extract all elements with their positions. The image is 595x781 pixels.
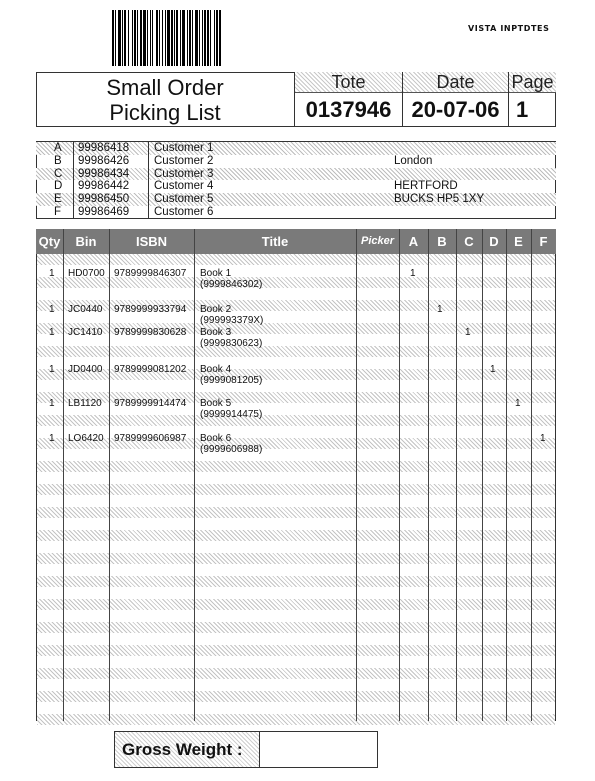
- customer-address: London: [394, 154, 433, 167]
- column-divider: [428, 229, 429, 721]
- row-band: [37, 714, 555, 725]
- customer-code: C: [54, 167, 63, 180]
- customer-name: Customer 1: [154, 142, 214, 154]
- customer-row: [36, 206, 556, 219]
- column-divider: [63, 229, 64, 721]
- item-customer-qty: 1: [465, 327, 471, 338]
- date-value: 20-07-06: [411, 97, 500, 122]
- item-isbn: 9789999933794: [114, 304, 187, 315]
- barcode: [112, 10, 264, 66]
- row-band: [37, 576, 555, 587]
- row-band: [37, 507, 555, 518]
- customer-account: 99986469: [78, 206, 130, 218]
- item-customer-qty: 1: [540, 433, 546, 444]
- item-title: Book 6: [200, 433, 232, 444]
- item-subtitle: (9999830623): [200, 338, 263, 349]
- row-band: [37, 530, 555, 541]
- column-header-isbn: ISBN: [135, 234, 168, 249]
- customer-name: Customer 2: [154, 154, 214, 167]
- customer-name: Customer 4: [154, 180, 214, 193]
- customer-address: BUCKS HP5 1XY: [394, 193, 485, 206]
- item-subtitle: (9999846302): [200, 279, 263, 290]
- customer-name: Customer 6: [154, 206, 214, 218]
- item-qty: 1: [49, 364, 55, 375]
- item-qty: 1: [49, 398, 55, 409]
- customer-account: 99986442: [78, 180, 130, 193]
- customer-code: B: [54, 154, 62, 167]
- column-header-title: Title: [261, 234, 289, 249]
- tote-label: Tote: [295, 72, 402, 93]
- item-title: Book 4: [200, 364, 232, 375]
- column-header-e: E: [514, 234, 523, 249]
- item-bin: LB1120: [68, 398, 102, 409]
- item-subtitle: (9999606988): [200, 444, 263, 455]
- customer-code: A: [54, 142, 62, 154]
- column-header-a: A: [408, 234, 419, 249]
- item-bin: JC1410: [68, 327, 103, 338]
- customer-code: D: [54, 180, 63, 193]
- item-qty: 1: [49, 327, 55, 338]
- item-subtitle: (9999081205): [200, 375, 263, 386]
- item-title: Book 2: [200, 304, 232, 315]
- column-divider: [356, 229, 357, 721]
- customer-account: 99986434: [78, 167, 130, 180]
- page-label: Page: [509, 72, 556, 93]
- item-bin: HD0700: [68, 268, 105, 279]
- column-divider: [194, 229, 195, 721]
- tote-cell: [294, 72, 402, 127]
- column-header-f: F: [539, 234, 548, 249]
- customer-address: HERTFORD: [394, 180, 458, 193]
- item-customer-qty: 1: [437, 304, 443, 315]
- customer-row: [36, 155, 556, 168]
- item-title: Book 3: [200, 327, 232, 338]
- column-divider: [456, 229, 457, 721]
- barcode-bar: [219, 10, 221, 66]
- page-value: 1: [516, 97, 529, 122]
- item-bin: JC0440: [68, 304, 103, 315]
- customer-account: 99986426: [78, 154, 130, 167]
- document-code: VISTA INPTDTES: [468, 24, 550, 33]
- column-divider: [482, 229, 483, 721]
- item-isbn: 9789999081202: [114, 364, 187, 375]
- item-customer-qty: 1: [490, 364, 496, 375]
- column-header-c: C: [464, 234, 474, 249]
- gross-weight-value[interactable]: [262, 732, 376, 767]
- row-band: [37, 668, 555, 679]
- column-header-bin: Bin: [75, 234, 97, 249]
- column-divider: [399, 229, 400, 721]
- title-line-1: Small Order: [106, 74, 224, 100]
- customer-account: 99986418: [78, 142, 130, 154]
- row-band: [37, 553, 555, 564]
- row-band: [37, 415, 555, 426]
- column-header-d: D: [489, 234, 499, 249]
- title-line-2: Picking List: [109, 99, 221, 125]
- row-band: [37, 599, 555, 610]
- column-divider: [531, 229, 532, 721]
- item-qty: 1: [49, 304, 55, 315]
- row-band: [37, 254, 555, 265]
- column-header-b: B: [437, 234, 447, 249]
- page-cell: [508, 72, 556, 127]
- tote-value: 0137946: [305, 97, 392, 122]
- customer-row: [36, 180, 556, 193]
- customer-row: [36, 168, 556, 181]
- customer-code: F: [54, 206, 62, 218]
- item-isbn: 9789999606987: [114, 433, 187, 444]
- item-qty: 1: [49, 268, 55, 279]
- customer-row: [36, 193, 556, 206]
- row-band: [37, 346, 555, 357]
- column-divider: [109, 229, 110, 721]
- item-customer-qty: 1: [410, 268, 416, 279]
- item-title: Book 5: [200, 398, 232, 409]
- date-label: Date: [403, 72, 508, 93]
- item-isbn: 9789999914474: [114, 398, 187, 409]
- customer-divider: [73, 141, 74, 219]
- item-subtitle: (999993379X): [200, 315, 264, 326]
- item-customer-qty: 1: [515, 398, 521, 409]
- item-title: Book 1: [200, 268, 232, 279]
- document-title: [36, 72, 294, 127]
- item-bin: LO6420: [68, 433, 104, 444]
- customer-code: E: [54, 193, 62, 206]
- column-header-qty: Qty: [38, 234, 61, 249]
- item-subtitle: (9999914475): [200, 409, 263, 420]
- item-isbn: 9789999830628: [114, 327, 187, 338]
- picking-table-header: [36, 229, 556, 254]
- customer-account: 99986450: [78, 193, 130, 206]
- row-band: [37, 461, 555, 472]
- gross-weight-label: Gross Weight :: [115, 732, 260, 767]
- item-bin: JD0400: [68, 364, 103, 375]
- row-band: [37, 691, 555, 702]
- customer-name: Customer 5: [154, 193, 214, 206]
- column-divider: [506, 229, 507, 721]
- column-header-picker: Picker: [360, 235, 395, 247]
- item-isbn: 9789999846307: [114, 268, 187, 279]
- customer-name: Customer 3: [154, 167, 214, 180]
- row-band: [37, 645, 555, 656]
- customer-divider: [148, 141, 149, 219]
- item-qty: 1: [49, 433, 55, 444]
- customer-row: [36, 142, 556, 155]
- row-band: [37, 622, 555, 633]
- row-band: [37, 484, 555, 495]
- date-cell: [402, 72, 508, 127]
